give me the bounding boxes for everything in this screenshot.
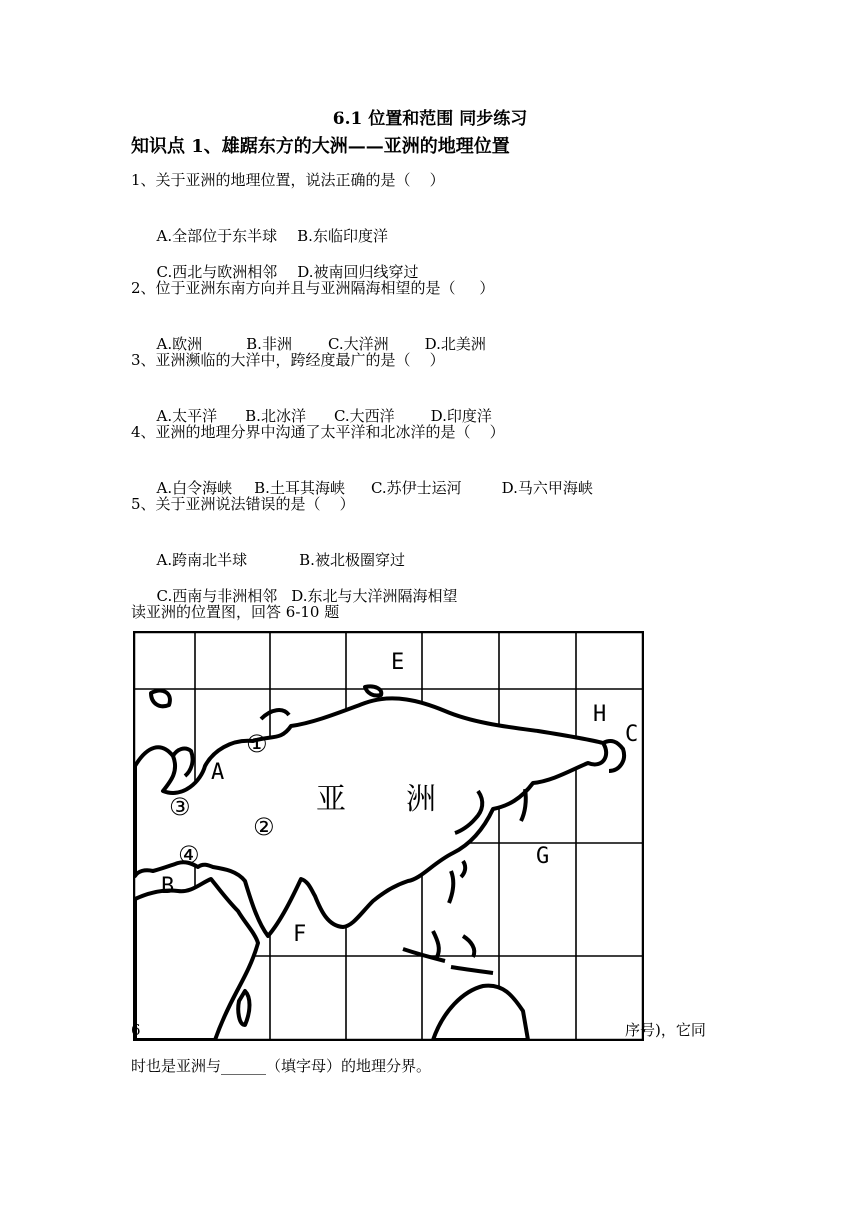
question-1-option-c: C.西北与欧洲相邻: [156, 263, 278, 281]
question-5-option-d: D.东北与大洋洲隔海相望: [291, 587, 458, 605]
question-3-options: [147, 386, 492, 426]
question-1-stem: 1、关于亚洲的地理位置，说法正确的是（ ）: [131, 171, 445, 189]
map-label-4: ④: [178, 841, 200, 869]
question-5-option-b: B.被北极圈穿过: [299, 551, 405, 569]
question-2-option-b: B.非洲: [246, 335, 292, 353]
map-label-C: C: [625, 722, 639, 747]
map-label-continent: 亚 洲: [316, 782, 436, 817]
question-1-options-row-1: [147, 206, 388, 246]
question-1-option-a: A.全部位于东半球: [156, 227, 278, 245]
map-label-E: E: [391, 650, 405, 675]
question-5-stem: 5、关于亚洲说法错误的是（ ）: [131, 495, 355, 513]
question-2-option-d: D.北美洲: [424, 335, 486, 353]
map-label-F: F: [293, 922, 307, 947]
australia-outline: [433, 986, 528, 1040]
question-5-option-a: A.跨南北半球: [156, 551, 248, 569]
question-6-fragment-left: 6: [131, 1021, 141, 1039]
question-5-option-c: C.西南与非洲相邻: [156, 587, 278, 605]
map-intro: 读亚洲的位置图，回答 6-10 题: [131, 603, 340, 621]
question-5-options-row-1: [147, 530, 405, 570]
landmass-outlines: [135, 686, 624, 1040]
question-2-option-a: A.欧洲: [156, 335, 203, 353]
question-3-option-c: C.大西洋: [333, 407, 395, 425]
map-label-G: G: [536, 844, 550, 869]
arctic-islands-outline: [151, 691, 170, 707]
map-label-A: A: [211, 760, 225, 785]
map-label-B: B: [161, 874, 175, 899]
question-4-options: [147, 458, 593, 498]
question-6-fragment-right: 序号)，它同: [625, 1021, 706, 1039]
map-label-H: H: [593, 702, 607, 727]
madagascar-outline: [238, 991, 249, 1025]
question-4-option-b: B.土耳其海峡: [254, 479, 345, 497]
question-4-option-c: C.苏伊士运河: [370, 479, 462, 497]
question-6-line-2: 时也是亚洲与______（填字母）的地理分界。: [131, 1057, 432, 1075]
southeast-asia-islands: [403, 931, 493, 973]
document-title: 6.1 位置和范围 同步练习: [332, 109, 528, 129]
severnaya-outline: [365, 686, 381, 695]
question-5-options-row-2: [147, 566, 458, 606]
knowledge-point-heading: 知识点 1、雄踞东方的大洲——亚洲的地理位置: [131, 136, 510, 157]
question-2-options: [147, 314, 486, 354]
question-1-option-b: B.东临印度洋: [297, 227, 388, 245]
question-3-stem: 3、亚洲濒临的大洋中，跨经度最广的是（ ）: [131, 351, 445, 369]
question-3-option-b: B.北冰洋: [245, 407, 306, 425]
question-1-option-d: D.被南回归线穿过: [297, 263, 419, 281]
question-3-option-d: D.印度洋: [430, 407, 492, 425]
question-4-stem: 4、亚洲的地理分界中沟通了太平洋和北冰洋的是（ ）: [131, 423, 505, 441]
question-4-option-a: A.白令海峡: [156, 479, 233, 497]
question-4-option-d: D.马六甲海峡: [501, 479, 593, 497]
novaya-zemlya-outline: [261, 710, 289, 719]
map-label-1: ①: [246, 730, 268, 758]
question-3-option-a: A.太平洋: [156, 407, 218, 425]
philippines-outline: [449, 861, 465, 903]
map-label-2: ②: [253, 813, 275, 841]
question-2-stem: 2、位于亚洲东南方向并且与亚洲隔海相望的是（ ）: [131, 279, 495, 297]
question-2-option-c: C.大洋洲: [327, 335, 389, 353]
asia-location-map: [133, 631, 644, 1041]
map-label-3: ③: [169, 793, 191, 821]
question-1-options-row-2: [147, 242, 419, 282]
